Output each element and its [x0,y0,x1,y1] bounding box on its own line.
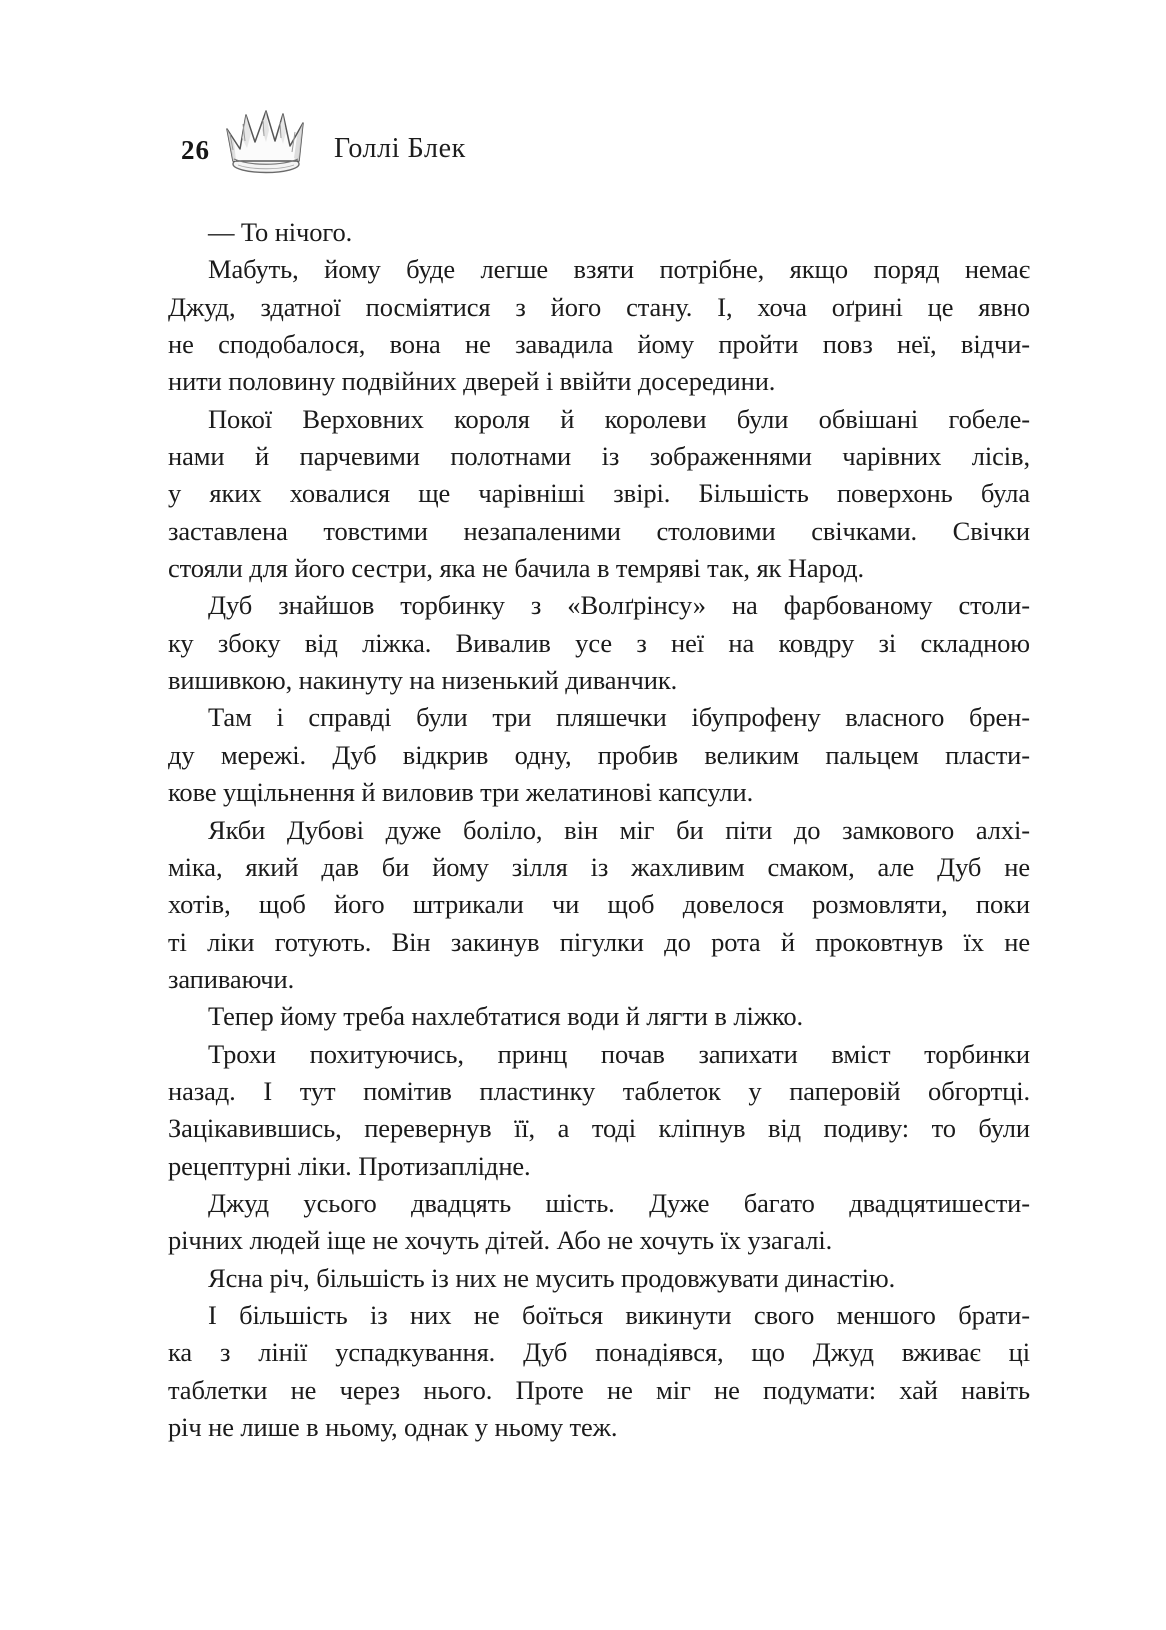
text-line: назад. І тут помітив пластинку таблеток у паперовій обгортці. [168,1075,1030,1106]
text-line: річних людей іще не хочуть дітей. Або не хочуть їх узагалі. [168,1225,833,1256]
paragraph [168,251,1030,400]
paragraph [168,1185,1030,1260]
text-line: Зацікавившись, перевернув її, а тоді кліпнув від подиву: то були [168,1113,1030,1144]
text-block [168,214,1030,1446]
page-number: 26 [181,135,210,165]
crown-ornament-icon [220,108,312,178]
text-line: Ясна річ, більшість із них не мусить продовжувати династію. [208,1262,896,1293]
paragraph [168,1297,1030,1446]
text-line: ті ліки готують. Він закинув пігулки до рота й проковтнув їх не [168,926,1030,957]
text-line: стояли для його сестри, яка не бачила в темряві так, як Народ. [168,553,864,584]
text-line: хотів, щоб його штрикали чи щоб довелося розмовляти, поки [168,889,1030,920]
paragraph [168,998,1030,1035]
paragraph [168,587,1030,699]
text-line: міка, який дав би йому зілля із жахливим смаком, але Дуб не [168,851,1030,882]
text-line: Джуд усього двадцять шість. Дуже багато двадцятишести- [208,1187,1030,1218]
text-line: у яких ховалися ще чарівніші звірі. Більшість поверхонь була [168,478,1030,509]
running-title: Голлі Блек [334,133,466,164]
text-line: таблетки не через нього. Проте не міг не подумати: хай навіть [168,1374,1030,1405]
paragraph [168,699,1030,811]
text-line: Якби Дубові дуже боліло, він міг би піти до замкового алхі- [208,814,1030,845]
paragraph [168,812,1030,999]
text-line: нами й парчевими полотнами із зображеннями чарівних лісів, [168,441,1030,472]
text-line: вишивкою, накинуту на низенький диванчик. [168,665,678,696]
text-line: Дуб знайшов торбинку з «Волґрінсу» на фарбованому столи- [208,590,1030,621]
text-line: Мабуть, йому буде легше взяти потрібне, якщо поряд немає [208,254,1030,285]
text-line: не сподобалося, вона не завадила йому пройти повз неї, відчи- [168,329,1030,360]
text-line: рецептурні ліки. Протизаплідне. [168,1150,531,1181]
text-line: річ не лише в ньому, однак у ньому теж. [168,1412,618,1442]
text-line: ка з лінії успадкування. Дуб понадіявся, що Джуд вживає ці [168,1337,1030,1368]
text-line: ду мережі. Дуб відкрив одну, пробив великим пальцем пласти- [168,739,1030,770]
page-header [0,0,1166,200]
text-line: І більшість із них не боїться викинути свого меншого брати- [208,1299,1030,1330]
text-line: заставлена товстими незапаленими столовими свічками. Свічки [168,515,1030,546]
text-line: ку збоку від ліжка. Вивалив усе з неї на ковдру зі складною [168,627,1030,658]
text-line: Покої Верховних короля й королеви були обвішані гобеле- [208,403,1030,434]
text-line: кове ущільнення й виловив три желатинові капсули. [168,777,754,808]
text-line: Там і справді були три пляшечки ібупрофену власного брен- [208,702,1030,733]
text-line: Тепер йому треба нахлебтатися води й лягти в ліжко. [208,1001,804,1032]
text-line: Трохи похитуючись, принц почав запихати вміст торбинки [208,1038,1030,1069]
text-line: нити половину подвійних дверей і ввійти досередини. [168,366,776,397]
text-line: запиваючи. [168,963,295,994]
paragraph [168,214,1030,251]
paragraph [168,1036,1030,1185]
paragraph [168,1260,1030,1297]
paragraph [168,401,1030,588]
text-line: — То нічого. [208,217,353,247]
text-line: Джуд, здатної посміятися з його стану. І, хоча оґрині це явно [168,291,1030,322]
